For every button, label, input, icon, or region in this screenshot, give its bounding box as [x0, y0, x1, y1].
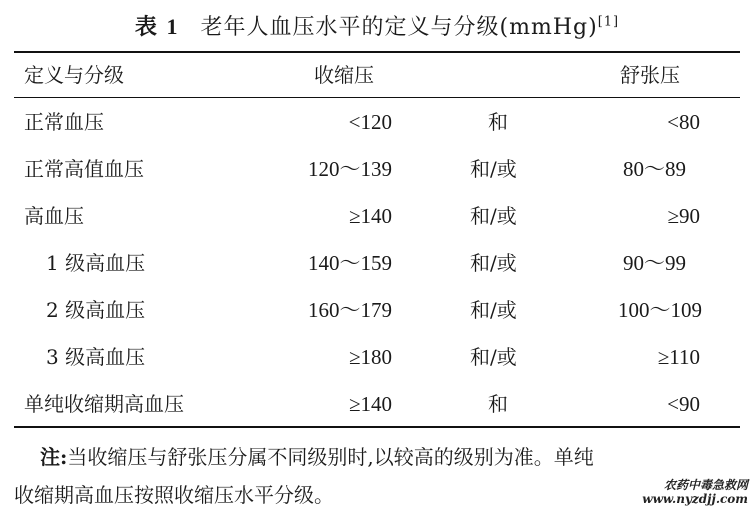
footnote-label: 注: [40, 445, 68, 469]
header-category: 定义与分级 [24, 63, 124, 87]
row-systolic: ≥140 [348, 204, 392, 228]
header-diastolic: 舒张压 [620, 63, 680, 87]
footnote-text-1: 当收缩压与舒张压分属不同级别时,以较高的级别为准。单纯 [67, 445, 594, 469]
row-diastolic: 90～99 [623, 251, 686, 275]
site-watermark [628, 478, 748, 506]
table-number-value: 1 [166, 14, 179, 39]
row-systolic: <120 [348, 110, 392, 134]
watermark-site-name: 农药中毒急救网 [663, 478, 748, 492]
row-systolic: ≥180 [348, 345, 392, 369]
row-conjunction: 和/或 [470, 345, 517, 369]
row-conjunction: 和/或 [470, 157, 517, 181]
footnote-line-1 [0, 438, 742, 476]
row-diastolic: <90 [667, 392, 700, 416]
table-title-text: 老年人血压水平的定义与分级(mmHg) [200, 15, 598, 40]
row-systolic: 140～159 [308, 251, 392, 275]
citation-marker: [1] [597, 14, 620, 30]
footnote-text-2: 收缩期高血压按照收缩压水平分级。 [14, 483, 334, 507]
row-category: 单纯收缩期高血压 [24, 392, 184, 416]
row-conjunction: 和 [488, 110, 508, 134]
row-diastolic: ≥110 [657, 345, 700, 369]
row-category: 正常高值血压 [24, 157, 144, 181]
table-number [135, 14, 179, 40]
row-diastolic: 80～89 [623, 157, 686, 181]
row-systolic: 120～139 [308, 157, 392, 181]
watermark-url: www.nyzdjj.com [642, 492, 748, 506]
row-systolic: ≥140 [348, 392, 392, 416]
row-diastolic: <80 [667, 110, 700, 134]
row-category: 3 级高血压 [46, 345, 146, 369]
header-systolic: 收缩压 [314, 63, 374, 87]
row-conjunction: 和/或 [470, 298, 517, 322]
row-diastolic: 100～109 [618, 298, 702, 322]
row-diastolic: ≥90 [667, 204, 700, 228]
bottom-rule [14, 426, 740, 428]
row-conjunction: 和 [488, 392, 508, 416]
top-rule [14, 51, 740, 53]
row-systolic: 160～179 [308, 298, 392, 322]
table-title [0, 10, 754, 41]
row-category: 正常血压 [24, 110, 104, 134]
table-number-prefix: 表 [134, 14, 167, 40]
row-category: 1 级高血压 [46, 251, 146, 275]
header-rule [14, 97, 740, 98]
row-category: 2 级高血压 [46, 298, 146, 322]
row-category: 高血压 [24, 204, 84, 228]
row-conjunction: 和/或 [470, 204, 517, 228]
row-conjunction: 和/或 [470, 251, 517, 275]
